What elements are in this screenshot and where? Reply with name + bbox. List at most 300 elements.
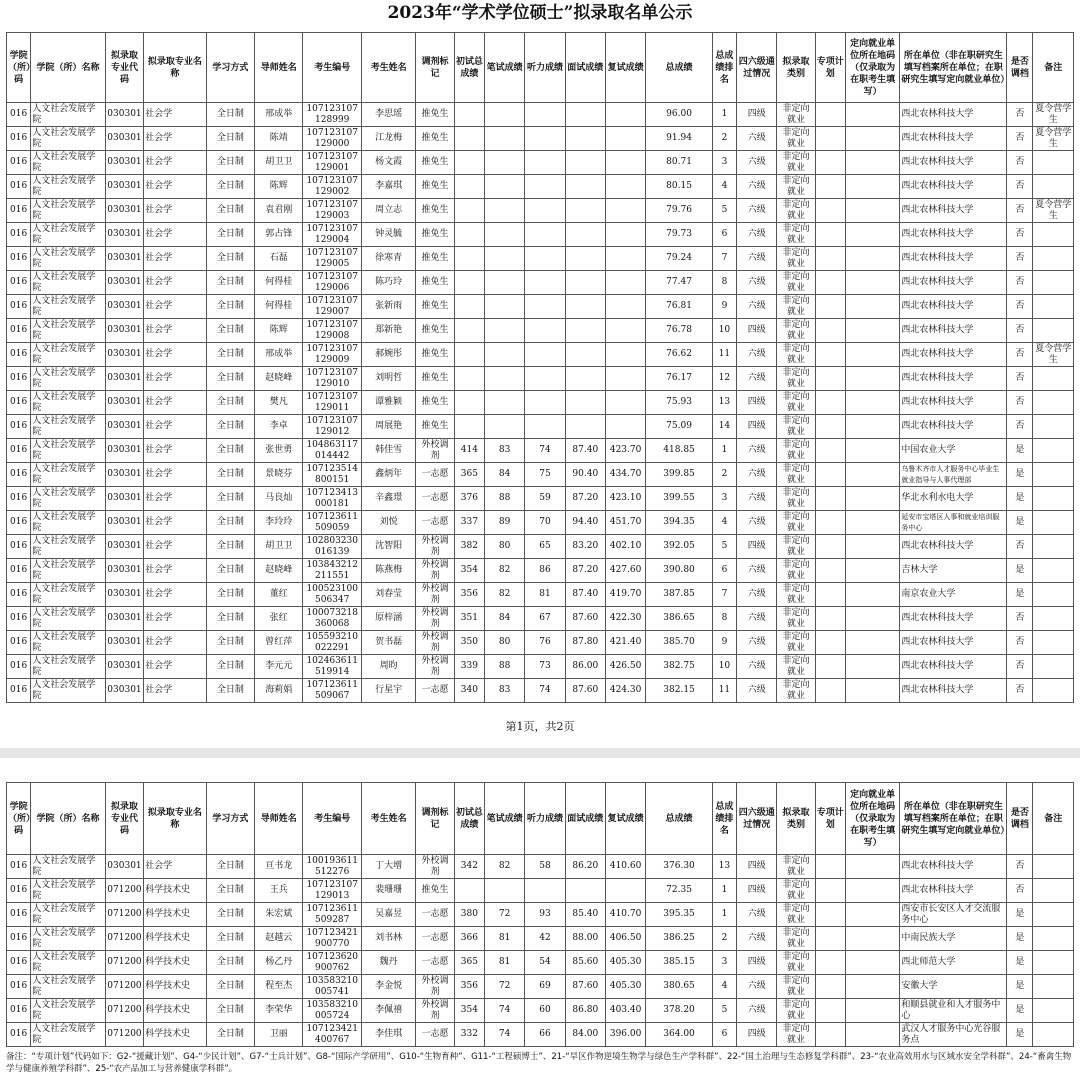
- table-cell: 030301: [105, 367, 143, 391]
- table-cell: 13: [712, 855, 736, 879]
- table-cell: [845, 391, 899, 415]
- table-cell: 107123107129005: [303, 247, 361, 271]
- table-cell: 人文社会发展学院: [31, 855, 106, 879]
- table-cell: 全日制: [206, 927, 254, 951]
- table-cell: 030301: [105, 535, 143, 559]
- table-cell: 030301: [105, 223, 143, 247]
- table-cell: 推免生: [416, 247, 454, 271]
- table-cell: 016: [7, 151, 31, 175]
- table-cell: 86: [525, 559, 565, 583]
- column-header: 调剂标记: [416, 783, 454, 855]
- table-cell: 全日制: [206, 247, 254, 271]
- table-cell: 赵晓峰: [255, 559, 303, 583]
- table-cell: 4: [712, 975, 736, 999]
- table-cell: [454, 391, 484, 415]
- table-cell: 推免生: [416, 391, 454, 415]
- table-cell: 非定向就业: [777, 151, 815, 175]
- table-cell: [815, 631, 845, 655]
- column-header: 备注: [1033, 33, 1074, 103]
- table-cell: 030301: [105, 855, 143, 879]
- table-cell: 科学技术史: [144, 975, 207, 999]
- table-cell: 社会学: [144, 415, 207, 439]
- table-cell: [525, 199, 565, 223]
- table-cell: [454, 151, 484, 175]
- table-cell: 030301: [105, 439, 143, 463]
- table-cell: 全日制: [206, 343, 254, 367]
- column-header: 是否调档: [1007, 783, 1033, 855]
- table-cell: 6: [712, 223, 736, 247]
- table-cell: [484, 271, 524, 295]
- column-header: 所在单位（非在职研究生填写档案所在单位；在职研究生填写定向就业单位）: [900, 783, 1007, 855]
- table-cell: 72: [484, 975, 524, 999]
- table-cell: 071200: [105, 999, 143, 1023]
- table-cell: [605, 103, 645, 127]
- table-cell: 427.60: [605, 559, 645, 583]
- table-cell: 071200: [105, 1023, 143, 1047]
- table-cell: 西北农林科技大学: [900, 535, 1007, 559]
- table-cell: 392.05: [646, 535, 713, 559]
- table-cell: 非定向就业: [777, 271, 815, 295]
- table-cell: 六级: [737, 247, 777, 271]
- table-cell: 75: [525, 463, 565, 487]
- table-cell: 107123107129011: [303, 391, 361, 415]
- table-cell: 六级: [737, 439, 777, 463]
- table-cell: 016: [7, 951, 31, 975]
- table-cell: 否: [1007, 271, 1033, 295]
- table-cell: 016: [7, 343, 31, 367]
- table-row: [7, 855, 1074, 879]
- table-cell: 87.40: [565, 439, 605, 463]
- table-cell: 016: [7, 199, 31, 223]
- table-cell: [815, 951, 845, 975]
- column-header: 是否调档: [1007, 33, 1033, 103]
- table-cell: [454, 247, 484, 271]
- table-cell: [1033, 439, 1074, 463]
- table-cell: 推免生: [416, 367, 454, 391]
- table-cell: [815, 439, 845, 463]
- table-cell: 030301: [105, 679, 143, 703]
- column-header: 考生姓名: [361, 33, 415, 103]
- table-cell: 推免生: [416, 175, 454, 199]
- table-cell: 人文社会发展学院: [31, 607, 106, 631]
- table-cell: 107123107129000: [303, 127, 361, 151]
- table-cell: 87.60: [565, 679, 605, 703]
- table-cell: 社会学: [144, 511, 207, 535]
- table-cell: [815, 223, 845, 247]
- table-row: [7, 295, 1074, 319]
- table-cell: [815, 415, 845, 439]
- table-cell: 西北农林科技大学: [900, 175, 1007, 199]
- table-cell: 徐寒青: [361, 247, 415, 271]
- table-cell: 是: [1007, 583, 1033, 607]
- table-cell: 424.30: [605, 679, 645, 703]
- column-header: 总成绩: [646, 783, 713, 855]
- column-header: 拟录取专业代码: [105, 783, 143, 855]
- table-cell: 亘书龙: [255, 855, 303, 879]
- table-cell: [815, 463, 845, 487]
- table-cell: 74: [525, 679, 565, 703]
- table-cell: 107123107129006: [303, 271, 361, 295]
- table-cell: 全日制: [206, 583, 254, 607]
- table-cell: 樊凡: [255, 391, 303, 415]
- table-cell: 是: [1007, 951, 1033, 975]
- table-cell: 石磊: [255, 247, 303, 271]
- table-cell: 380: [454, 903, 484, 927]
- table-cell: 非定向就业: [777, 127, 815, 151]
- table-cell: [815, 487, 845, 511]
- table-cell: 016: [7, 607, 31, 631]
- table-row: [7, 247, 1074, 271]
- table-cell: [525, 151, 565, 175]
- table-cell: 四级: [737, 951, 777, 975]
- table-cell: 西北农林科技大学: [900, 343, 1007, 367]
- table-cell: 是: [1007, 463, 1033, 487]
- table-cell: 四级: [737, 391, 777, 415]
- table-cell: [525, 295, 565, 319]
- table-cell: 103843212211551: [303, 559, 361, 583]
- table-cell: 是: [1007, 903, 1033, 927]
- column-header: 总成绩排名: [712, 33, 736, 103]
- table-cell: 76.17: [646, 367, 713, 391]
- table-cell: 社会学: [144, 103, 207, 127]
- table-cell: 推免生: [416, 271, 454, 295]
- table-cell: 3: [712, 487, 736, 511]
- table-cell: 六级: [737, 151, 777, 175]
- table-cell: [845, 415, 899, 439]
- table-cell: 030301: [105, 271, 143, 295]
- table-cell: 395.35: [646, 903, 713, 927]
- table-cell: 六级: [737, 655, 777, 679]
- table-cell: [454, 199, 484, 223]
- table-cell: [454, 319, 484, 343]
- table-cell: [845, 271, 899, 295]
- table-cell: [605, 175, 645, 199]
- table-cell: [525, 103, 565, 127]
- table-cell: 一志愿: [416, 927, 454, 951]
- table-cell: 延安市宝塔区人事和就业培训服务中心: [900, 511, 1007, 535]
- table-cell: [484, 247, 524, 271]
- table-cell: [845, 343, 899, 367]
- table-cell: 陈燕梅: [361, 559, 415, 583]
- table-cell: 79.24: [646, 247, 713, 271]
- table-cell: 陈辉: [255, 175, 303, 199]
- table-cell: 5: [712, 535, 736, 559]
- table-cell: [484, 223, 524, 247]
- table-cell: 非定向就业: [777, 999, 815, 1023]
- table-cell: 否: [1007, 879, 1033, 903]
- table-cell: 350: [454, 631, 484, 655]
- table-cell: 社会学: [144, 127, 207, 151]
- table-cell: [605, 367, 645, 391]
- table-cell: 全日制: [206, 175, 254, 199]
- table-cell: 西北农林科技大学: [900, 271, 1007, 295]
- table-cell: [605, 199, 645, 223]
- table-cell: 60: [525, 999, 565, 1023]
- table-cell: 韩佳雪: [361, 439, 415, 463]
- table-cell: [845, 511, 899, 535]
- table-cell: 人文社会发展学院: [31, 679, 106, 703]
- table-cell: 是: [1007, 511, 1033, 535]
- column-header: 导师姓名: [255, 33, 303, 103]
- table-cell: 六级: [737, 999, 777, 1023]
- table-cell: 非定向就业: [777, 247, 815, 271]
- table-cell: [845, 607, 899, 631]
- footnote: 备注：“专项计划”代码如下：G2-“援藏计划”、G4-“少民计划”、G7-“士兵计划”、G8-“国际产学研用”、G10-“生物育种”、G11-“工程硕博士”、21-“旱区作物逆境生物学与绿色生产学科群”、22-“国土治理与生态修复学科群”、23-“农业高效用水与区域水安全学科群”、24-“畜禽生物学与健康养殖学科群”、25-“农产品加工与营养健康学科群”。: [6, 1052, 1072, 1074]
- table-row: [7, 439, 1074, 463]
- table-cell: [815, 295, 845, 319]
- table-cell: [484, 343, 524, 367]
- table-cell: 385.15: [646, 951, 713, 975]
- table-cell: 西北农林科技大学: [900, 879, 1007, 903]
- table-cell: [1033, 903, 1074, 927]
- table-cell: 邢成举: [255, 103, 303, 127]
- table-cell: 386.65: [646, 607, 713, 631]
- table-cell: 中国农业大学: [900, 439, 1007, 463]
- table-row: [7, 199, 1074, 223]
- table-cell: 鑫炳年: [361, 463, 415, 487]
- table-cell: 何得桂: [255, 295, 303, 319]
- table-cell: 030301: [105, 511, 143, 535]
- table-cell: 全日制: [206, 439, 254, 463]
- table-cell: 非定向就业: [777, 975, 815, 999]
- table-cell: 418.85: [646, 439, 713, 463]
- table-cell: 非定向就业: [777, 175, 815, 199]
- table-cell: 81: [525, 583, 565, 607]
- table-cell: 海莉娟: [255, 679, 303, 703]
- table-cell: 87.20: [565, 487, 605, 511]
- table-cell: 否: [1007, 103, 1033, 127]
- table-cell: 016: [7, 295, 31, 319]
- table-cell: 六级: [737, 975, 777, 999]
- table-row: [7, 511, 1074, 535]
- table-cell: 外校调剂: [416, 655, 454, 679]
- admission-table-page-1: [6, 32, 1074, 703]
- table-row: [7, 175, 1074, 199]
- table-cell: 全日制: [206, 607, 254, 631]
- table-cell: 016: [7, 655, 31, 679]
- table-cell: 六级: [737, 127, 777, 151]
- table-cell: 社会学: [144, 247, 207, 271]
- table-cell: 016: [7, 903, 31, 927]
- table-cell: 107123421900770: [303, 927, 361, 951]
- table-cell: 84: [484, 463, 524, 487]
- table-cell: [815, 127, 845, 151]
- table-cell: 李佳琪: [361, 1023, 415, 1047]
- table-cell: [845, 439, 899, 463]
- table-cell: [454, 175, 484, 199]
- table-header-row: [7, 33, 1074, 103]
- column-header: 听力成绩: [525, 783, 565, 855]
- table-cell: 016: [7, 583, 31, 607]
- table-cell: [605, 391, 645, 415]
- table-cell: 030301: [105, 175, 143, 199]
- table-cell: [1033, 999, 1074, 1023]
- table-cell: [1033, 583, 1074, 607]
- table-cell: 是: [1007, 559, 1033, 583]
- table-cell: 社会学: [144, 559, 207, 583]
- table-cell: [454, 223, 484, 247]
- table-cell: 403.40: [605, 999, 645, 1023]
- table-cell: 否: [1007, 295, 1033, 319]
- table-cell: 人文社会发展学院: [31, 247, 106, 271]
- table-cell: 否: [1007, 247, 1033, 271]
- table-cell: [1033, 487, 1074, 511]
- table-cell: 全日制: [206, 975, 254, 999]
- table-cell: 3: [712, 151, 736, 175]
- table-cell: [1033, 975, 1074, 999]
- table-cell: 袁君刚: [255, 199, 303, 223]
- table-cell: 西北农林科技大学: [900, 199, 1007, 223]
- table-cell: 全日制: [206, 151, 254, 175]
- column-header: 学院（所）码: [7, 783, 31, 855]
- table-cell: [815, 583, 845, 607]
- table-cell: [565, 295, 605, 319]
- table-cell: 030301: [105, 199, 143, 223]
- table-cell: [1033, 415, 1074, 439]
- table-cell: [565, 103, 605, 127]
- page-separator: [0, 748, 1080, 758]
- table-cell: 59: [525, 487, 565, 511]
- table-cell: 107123107129013: [303, 879, 361, 903]
- table-cell: 社会学: [144, 655, 207, 679]
- table-cell: 李卓: [255, 415, 303, 439]
- table-cell: 82: [484, 559, 524, 583]
- table-cell: 全日制: [206, 367, 254, 391]
- table-cell: 87.40: [565, 583, 605, 607]
- table-cell: 72.35: [646, 879, 713, 903]
- table-cell: 67: [525, 607, 565, 631]
- table-row: [7, 951, 1074, 975]
- table-cell: 外校调剂: [416, 631, 454, 655]
- table-cell: [845, 631, 899, 655]
- table-cell: 西北农林科技大学: [900, 367, 1007, 391]
- table-cell: 社会学: [144, 319, 207, 343]
- table-cell: 2: [712, 127, 736, 151]
- table-cell: 否: [1007, 151, 1033, 175]
- table-cell: 朱宏斌: [255, 903, 303, 927]
- table-cell: 非定向就业: [777, 903, 815, 927]
- table-cell: [484, 415, 524, 439]
- page-title: 2023年“学术学位硕士”拟录取名单公示: [387, 3, 693, 23]
- table-cell: [605, 879, 645, 903]
- table-cell: [605, 343, 645, 367]
- table-cell: 推免生: [416, 223, 454, 247]
- table-cell: [454, 271, 484, 295]
- table-cell: 422.30: [605, 607, 645, 631]
- table-row: [7, 391, 1074, 415]
- table-cell: 016: [7, 487, 31, 511]
- table-cell: 016: [7, 367, 31, 391]
- table-cell: 西北农林科技大学: [900, 151, 1007, 175]
- table-cell: [845, 463, 899, 487]
- table-cell: [1033, 951, 1074, 975]
- table-cell: [525, 175, 565, 199]
- table-cell: [845, 103, 899, 127]
- table-cell: 86.20: [565, 855, 605, 879]
- table-cell: 非定向就业: [777, 319, 815, 343]
- table-cell: 87.60: [565, 975, 605, 999]
- table-cell: 是: [1007, 439, 1033, 463]
- table-cell: 016: [7, 855, 31, 879]
- table-cell: 中南民族大学: [900, 927, 1007, 951]
- table-cell: [1033, 223, 1074, 247]
- table-cell: 4: [712, 175, 736, 199]
- table-cell: 385.70: [646, 631, 713, 655]
- table-cell: 016: [7, 463, 31, 487]
- table-cell: [1033, 151, 1074, 175]
- table-cell: 原梓涵: [361, 607, 415, 631]
- table-cell: 乌鲁木齐市人才服务中心毕业生就业指导与人事代理部: [900, 463, 1007, 487]
- table-cell: 江龙梅: [361, 127, 415, 151]
- table-cell: 58: [525, 855, 565, 879]
- table-cell: [565, 343, 605, 367]
- table-cell: 非定向就业: [777, 855, 815, 879]
- table-cell: 全日制: [206, 631, 254, 655]
- table-cell: 382.15: [646, 679, 713, 703]
- table-cell: 107123514800151: [303, 463, 361, 487]
- table-cell: [1033, 511, 1074, 535]
- table-cell: 382.75: [646, 655, 713, 679]
- table-cell: 西北农林科技大学: [900, 415, 1007, 439]
- table-cell: 非定向就业: [777, 879, 815, 903]
- table-cell: 外校调剂: [416, 559, 454, 583]
- table-cell: 030301: [105, 559, 143, 583]
- table-cell: 421.40: [605, 631, 645, 655]
- table-cell: 107123107129002: [303, 175, 361, 199]
- table-cell: 80: [484, 631, 524, 655]
- table-cell: 414: [454, 439, 484, 463]
- table-cell: 全日制: [206, 391, 254, 415]
- table-cell: 推免生: [416, 415, 454, 439]
- table-cell: 人文社会发展学院: [31, 631, 106, 655]
- table-cell: 推免生: [416, 103, 454, 127]
- table-cell: 社会学: [144, 367, 207, 391]
- table-cell: 107123107129008: [303, 319, 361, 343]
- column-header: 总成绩排名: [712, 783, 736, 855]
- table-cell: [605, 247, 645, 271]
- table-cell: [484, 391, 524, 415]
- table-cell: 071200: [105, 927, 143, 951]
- table-header-row: [7, 783, 1074, 855]
- table-cell: [845, 559, 899, 583]
- table-cell: 郑新艳: [361, 319, 415, 343]
- table-cell: 016: [7, 439, 31, 463]
- table-cell: 376: [454, 487, 484, 511]
- table-cell: 非定向就业: [777, 927, 815, 951]
- table-cell: [525, 367, 565, 391]
- table-cell: [1033, 295, 1074, 319]
- table-cell: [845, 879, 899, 903]
- table-cell: 全日制: [206, 295, 254, 319]
- table-cell: 社会学: [144, 607, 207, 631]
- table-cell: 016: [7, 103, 31, 127]
- column-header: 调剂标记: [416, 33, 454, 103]
- table-cell: [1033, 655, 1074, 679]
- table-cell: 016: [7, 679, 31, 703]
- table-cell: [815, 319, 845, 343]
- table-cell: 87.60: [565, 607, 605, 631]
- table-cell: 88.00: [565, 927, 605, 951]
- table-cell: [815, 655, 845, 679]
- table-cell: 405.30: [605, 975, 645, 999]
- table-cell: 否: [1007, 367, 1033, 391]
- table-cell: [815, 559, 845, 583]
- table-cell: 356: [454, 975, 484, 999]
- table-cell: [845, 999, 899, 1023]
- table-cell: [565, 127, 605, 151]
- table-cell: 人文社会发展学院: [31, 199, 106, 223]
- table-cell: 365: [454, 463, 484, 487]
